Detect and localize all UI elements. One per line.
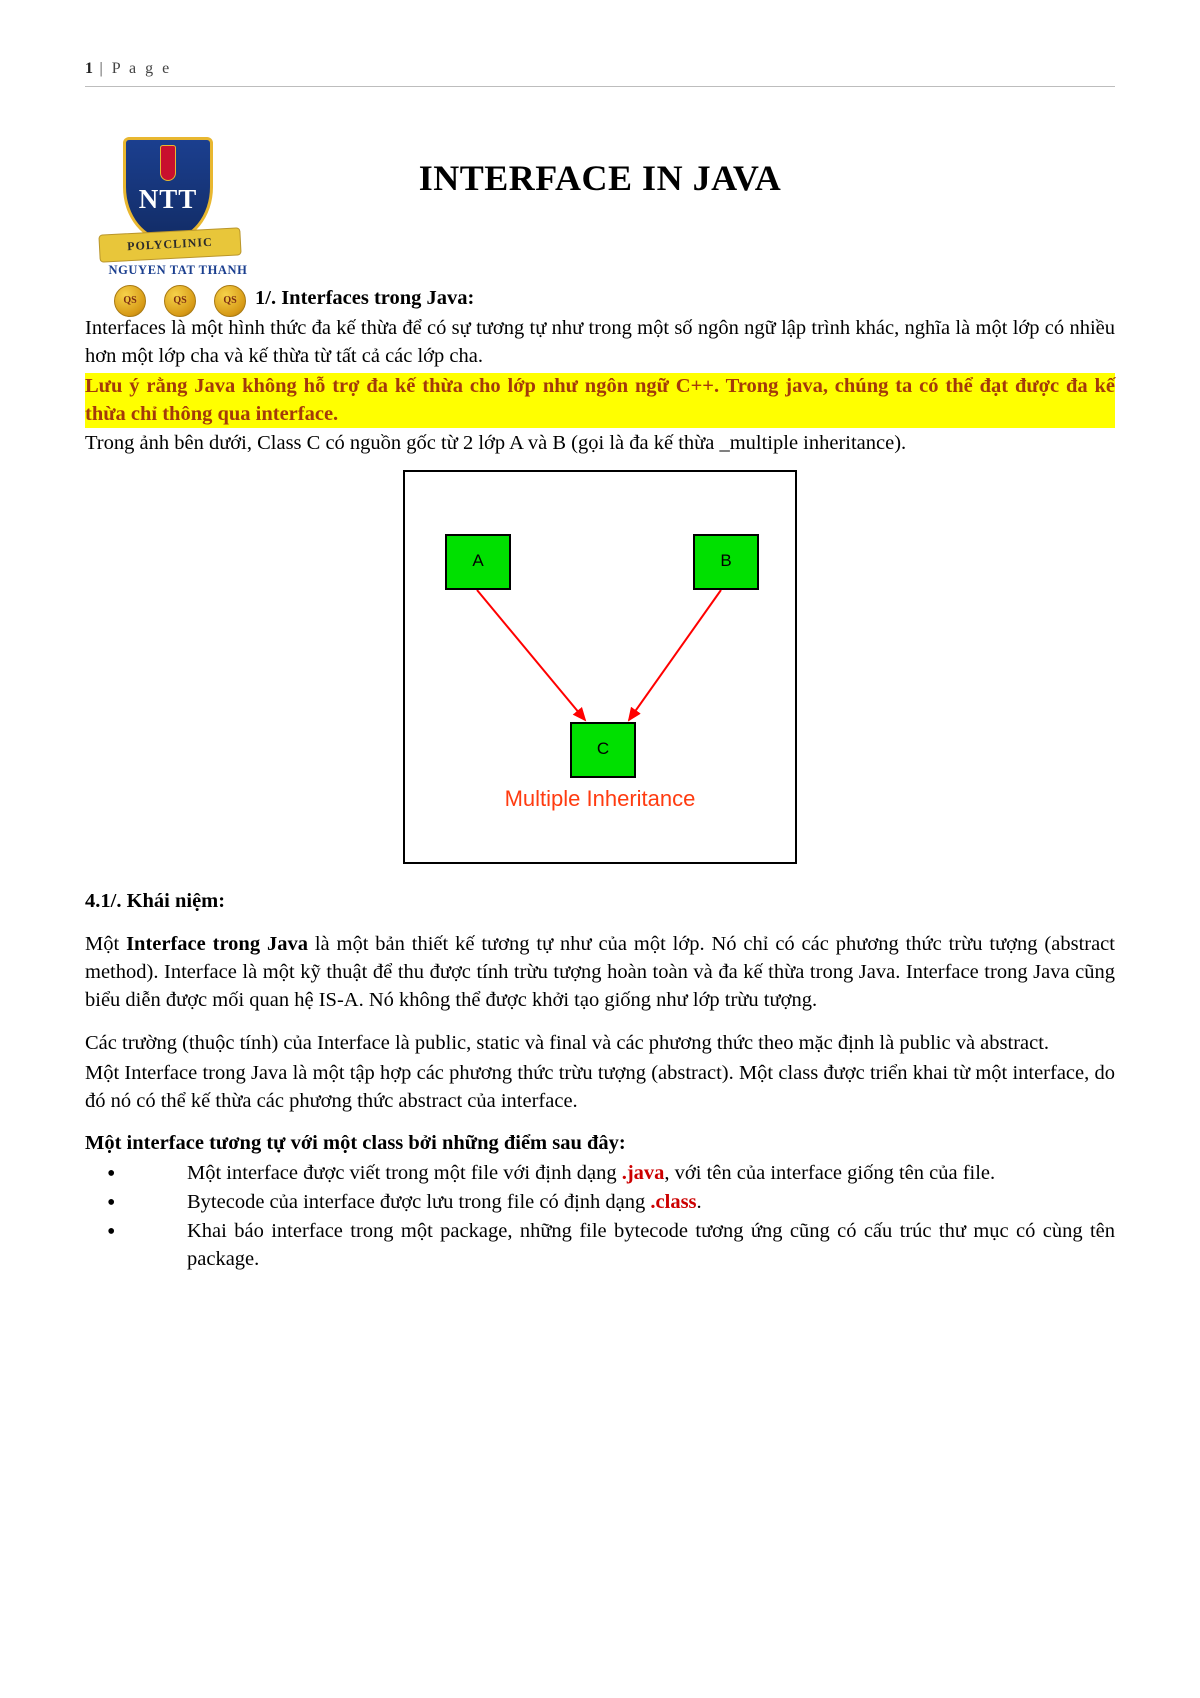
section-41-paragraph-2: Các trường (thuộc tính) của Interface là public, static và final và các phương thức theo mặc định là public và abstract.: [85, 1031, 1050, 1054]
figure-node-b: B: [693, 534, 759, 590]
medal-icon: QS: [214, 285, 246, 317]
section-1-paragraph-2: Trong ảnh bên dưới, Class C có nguồn gốc từ 2 lớp A và B (gọi là đa kế thừa _multiple inheritance).: [85, 432, 907, 455]
section-42-heading: Một interface tương tự với một class bởi những điểm sau đây:: [85, 1132, 626, 1155]
bullet-2-code: .class: [650, 1191, 697, 1214]
s41-p1-part-b: là một bản thiết kế tương tự như của một lớp. Nó chỉ có các phương thức trừu tượng (abstract method). Interface là một kỹ thuật để thu được tính trừu tượng hoàn toàn và đa kế thừa trong Java. Interface trong Java cũng biểu diễn được mối quan hệ IS-A. Nó không thể được khởi tạo giống như lớp trừu tượng.: [85, 933, 1115, 1011]
university-logo: [93, 135, 263, 335]
bullet-1-code: .java: [621, 1162, 665, 1185]
section-1-highlight: Lưu ý rằng Java không hỗ trợ đa kế thừa cho lớp như ngôn ngữ C++. Trong java, chúng ta có thể đạt được đa kế thừa chỉ thông qua interface.: [85, 373, 1115, 429]
s41-p1-part-a: Một: [85, 933, 127, 956]
ribbon-label: POLYCLINIC: [98, 227, 241, 262]
section-1-heading: 1/. Interfaces trong Java:: [255, 287, 475, 309]
s41-p1-bold: Interface trong Java: [126, 933, 308, 956]
figure-node-c: C: [570, 722, 636, 778]
section-41-heading: 4.1/. Khái niệm:: [85, 890, 226, 913]
medal-group: [105, 285, 255, 317]
medal-icon: QS: [114, 285, 146, 317]
page-label: P a g e: [111, 60, 172, 77]
section-41-paragraph-1: [85, 931, 1115, 1015]
medal-icon: QS: [164, 285, 196, 317]
list-item: [85, 1189, 1115, 1217]
page-number: 1: [85, 60, 93, 77]
bullet-1-post: , với tên của interface giống tên của file.: [664, 1162, 996, 1185]
university-name: NGUYEN TAT THANH: [108, 263, 248, 277]
shield-initials: NTT: [138, 184, 198, 214]
shield-icon: [123, 137, 213, 242]
bullet-3-pre: Khai báo interface trong một package, những file bytecode tương ứng cũng có cấu trúc thư mục có cùng tên package.: [187, 1220, 1115, 1270]
page-header: [85, 60, 1115, 87]
list-item: [85, 1218, 1115, 1274]
bullet-2-pre: Bytecode của interface được lưu trong file có định dạng: [187, 1191, 651, 1214]
bullet-2-post: .: [696, 1191, 702, 1214]
multiple-inheritance-figure: [403, 470, 797, 864]
similarity-bullet-list: [85, 1160, 1115, 1274]
figure-caption: Multiple Inheritance: [504, 786, 696, 812]
figure-node-a: A: [445, 534, 511, 590]
list-item: [85, 1160, 1115, 1188]
section-41-paragraph-3: Một Interface trong Java là một tập hợp các phương thức trừu tượng (abstract). Một class được triển khai từ một interface, do đó nó có thể kế thừa các phương thức abstract của interface.: [85, 1061, 1115, 1112]
document-title: INTERFACE IN JAVA: [418, 158, 782, 198]
bullet-1-pre: Một interface được viết trong một file với định dạng: [187, 1162, 622, 1185]
document-body: [85, 285, 1115, 1274]
page-separator: |: [99, 60, 106, 77]
section-1-paragraph-1: Interfaces là một hình thức đa kế thừa để có sự tương tự như trong một số ngôn ngữ lập trình khác, nghĩa là một lớp có nhiều hơn một lớp cha và kế thừa từ tất cả các lớp cha.: [85, 316, 1115, 367]
